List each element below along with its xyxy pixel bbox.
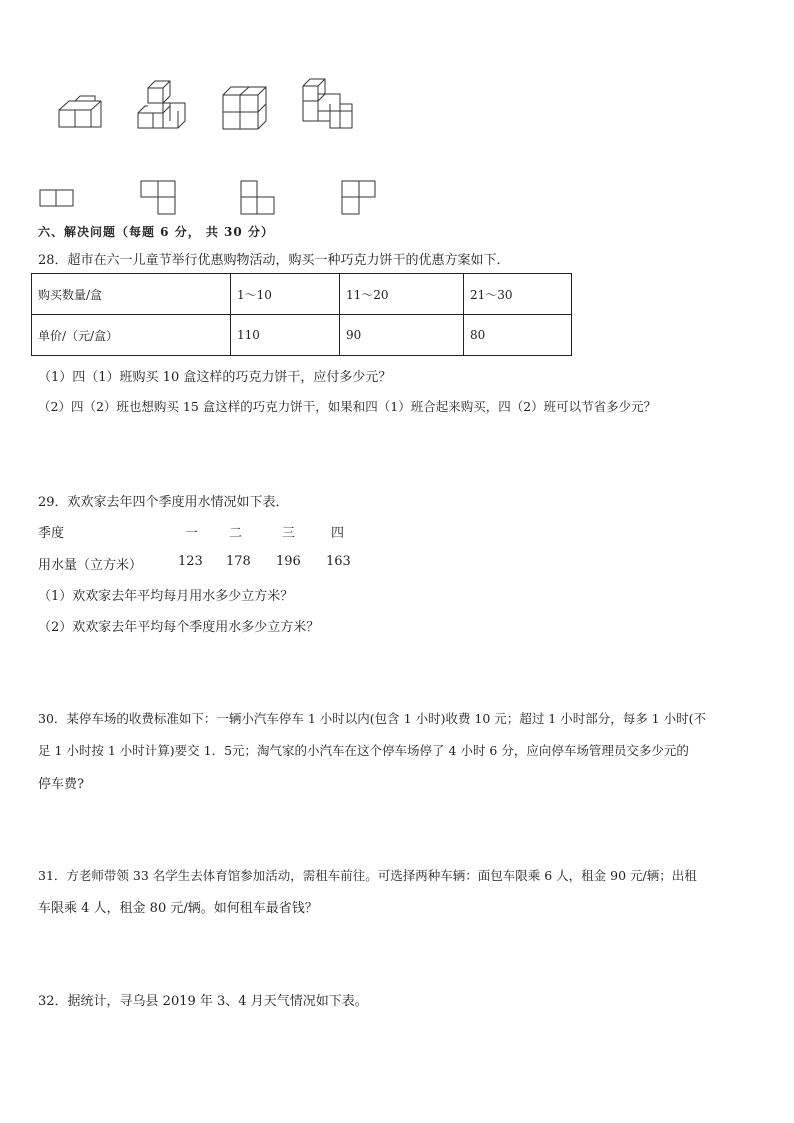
table-cell: 11～20 <box>340 274 464 315</box>
table-cell: 1～10 <box>231 274 340 315</box>
q30-line2: 足 1 小时按 1 小时计算)要交 1．5元；淘气家的小汽车在这个停车场停了 4 小时 6 分，应向停车场管理员交多少元的 <box>38 743 689 758</box>
q28-sub1: （1）四（1）班购买 10 盒这样的巧克力饼干，应付多少元？ <box>38 370 392 385</box>
projection-3 <box>241 181 274 214</box>
table-row <box>32 274 572 315</box>
table-cell: 21～30 <box>464 274 572 315</box>
usage-cell: 178 <box>226 554 251 569</box>
q30-line1: 30．某停车场的收费标准如下：一辆小汽车停车 1 小时以内(包含 1 小时)收费 10 元；超过 1 小时部分，每多 1 小时(不 <box>38 711 706 726</box>
projection-2 <box>141 181 175 214</box>
table-cell: 单价/（元/盒） <box>32 315 231 356</box>
usage-cell: 123 <box>178 554 203 569</box>
section-six-title: 六、解决问题（每题 6 分， 共 30 分） <box>38 225 274 239</box>
q28-sub2: （2）四（2）班也想购买 15 盒这样的巧克力饼干，如果和四（1）班合起来购买，四（2）班可以节省多少元？ <box>38 399 657 414</box>
usage-cell: 163 <box>326 554 351 569</box>
season-label: 季度 <box>38 526 65 541</box>
season-cell: 三 <box>282 526 296 541</box>
projection-1 <box>40 190 73 206</box>
q29-sub2: （2）欢欢家去年平均每个季度用水多少立方米？ <box>38 620 320 635</box>
usage-cell: 196 <box>276 554 301 569</box>
table-cell: 80 <box>464 315 572 356</box>
q28-price-table <box>31 273 572 356</box>
q28-stem: 28．超市在六一儿童节举行优惠购物活动，购买一种巧克力饼干的优惠方案如下． <box>38 253 510 268</box>
q30-line3: 停车费? <box>38 777 84 792</box>
season-cell: 四 <box>331 526 345 541</box>
q29-sub1: （1）欢欢家去年平均每月用水多少立方米？ <box>38 589 294 604</box>
projection-figures <box>0 0 794 220</box>
season-cell: 二 <box>229 526 243 541</box>
table-cell: 购买数量/盒 <box>32 274 231 315</box>
q29-stem: 29．欢欢家去年四个季度用水情况如下表． <box>38 495 289 510</box>
usage-label: 用水量（立方米） <box>38 558 143 573</box>
projection-4 <box>342 181 375 214</box>
season-cell: 一 <box>185 526 199 541</box>
q32-stem: 32．据统计，寻乌县 2019 年 3、4 月天气情况如下表。 <box>38 994 368 1009</box>
q31-line1: 31．方老师带领 33 名学生去体育馆参加活动，需租车前往。可选择两种车辆：面包车限乘 6 人，租金 90 元/辆；出租 <box>38 868 697 883</box>
table-cell: 110 <box>231 315 340 356</box>
q31-line2: 车限乘 4 人，租金 80 元/辆。如何租车最省钱？ <box>38 901 318 916</box>
table-row <box>32 315 572 356</box>
table-cell: 90 <box>340 315 464 356</box>
